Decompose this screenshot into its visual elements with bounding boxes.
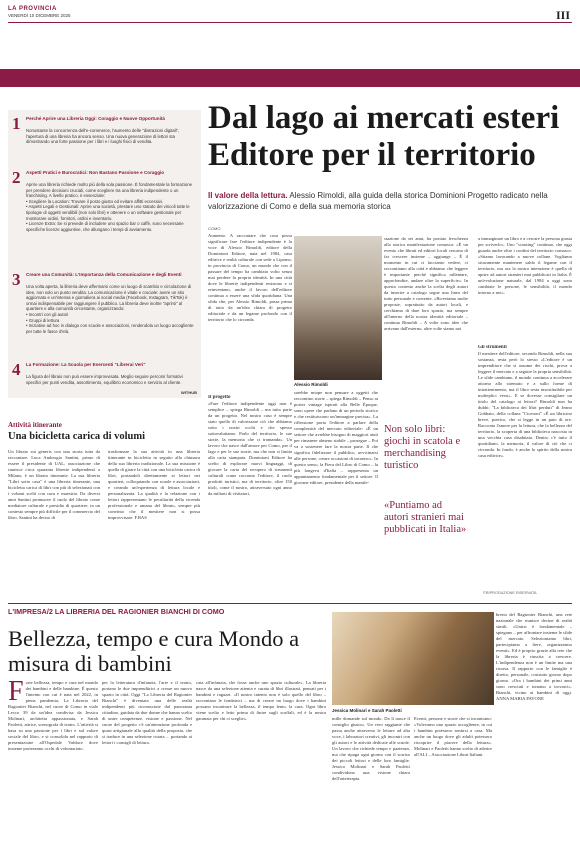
tip-item: [12, 168, 198, 268]
tip-heading: Creare una Comunità: L'Importanza della Comunicazione e degli Eventi: [26, 272, 182, 277]
article-column: cata all'infanzia, che fosse anche uno spazio culturale». La libreria nasce da una selezione attenta e curata di libri illustrati, pensati per i bambini e ragazzi. «Il nostro intento non è solo quello del libro – raccontano le fondatrici – ma di creare un luogo dove i bambini possano incontrare la bellezza, il tempo lento, la cura. Ogni libro viene scelto e letto prima di finire sugli scaffali, ed è la nostra garanzia per chi ci sceglie».: [196, 680, 326, 721]
tip-heading: Perché Aprire una Libreria Oggi: Coraggio e Nuove Opportunità: [26, 116, 165, 121]
tip-heading: La Formazione: La Scuola per Esercenti "Librerai Veri": [26, 362, 146, 367]
tip-number: 4: [12, 360, 21, 379]
article-column: Il progetto «Fare l'editore indipendente oggi non è semplice – spiega Rimoldi – ma tutto parte da un progetto. Nel nostro caso è sempre stato quello di valorizzare ciò che abbiamo sotto i nostri occhi e che spesso sottovalutiamo. Parlo del territorio, le sue storie, la memoria che ci tramanda». Un lavoro che nasce dall'amore per Como, per il lago e per le sue storie, ma che non si limita alla carta stampata. Dominioni Editore ha scelto di esplorare nuovi linguaggi, di giocare la carta del recupero di strumenti culturali come racconta l'editore, il ruolo prodotti turistici, ma di territorio, oltre 150 titoli, come il nostro, attraversato ogni anno da milioni di visitatori,: [208, 395, 292, 496]
tip-bullet: • Iniziative ad hoc in dialogo con scuole e associazioni, rendendola un luogo accogliente per tutte le fasce d'età.: [26, 323, 194, 334]
tip-bullet: • Gruppi di lettura: [26, 317, 60, 323]
tip-bullet: • Licenze Extra: Se si prevede di includere uno spazio bar o caffè, sono necessarie specifiche licenze aggiuntive, che allungano i tempi di avviamento.: [26, 221, 184, 232]
tip-heading: Aspetti Pratici e Burocratici: Non Bastano Passione e Coraggio: [26, 170, 165, 175]
paper-date: VENERDÌ 10 DICEMBRE 2025: [8, 13, 71, 18]
article-column: sarebbe miope non pensare a oggetti che raccontino storie – spiega Rimoldi – Penso ai poster vintage ispirati alla Belle Époque, sono opere che parlano di un periodo storico e che restituiscono un'immagine precisa». La riflessione porta l'editore a parlare della complessità del mercato editoriale: «È un settore che avrebbe bisogno di maggiori aiuti per rimanere almeno stabile – prosegue – Poi va a sostenere fare la nostra parte. Il che significa fidelizzare il pubblico, avvicinarsi alle persone, creare occasioni di incontro». In questo senso, la Fiera del Libro di Como – la più longeva d'Italia – rappresenta un appuntamento fondamentale per il settore. Il giovane editore, presidente della manife-: [294, 390, 378, 485]
subhead: Gli strumenti: [478, 345, 507, 350]
tip-item: [12, 270, 198, 356]
dateline: COMO: [208, 226, 221, 231]
section-headline: Bellezza, tempo e cura Mondo a misura di bambini: [8, 626, 300, 676]
article-column: Aumento. A raccontare che cosa possa significare fare l'editore indipendente è la voce di Alessio Rimoldi, editore della Dominioni Editore, nata nel 1984, casa editrice e realtà culturale con sede a Lipomo, in provincia di Como, un mondo che con il passare del tempo ha cambiato volto senza mai perdere la propria identità. In una città dove le librerie indipendenti resistono e si reinventano, anche il lavoro dell'editore continua a essere una sfida quotidiana. Una sfida che, per Alessio Rimoldi, passa prima di tutto da un'idea chiara di progetto editoriale e da un legame profondo con il territorio che lo circonda.: [208, 233, 292, 322]
founders-photo: [332, 612, 494, 705]
article-column: a immaginare un libro e a cercare la persona giusta per scriverlo». Uno "scouting" continuo, che oggi guarda anche oltre i confini del territorio comasco. «Stiamo lavorando a nuove collane. Vogliamo sicuramente mantenere saldo il legame con il territorio, ma ora la nostra intenzione è quella di aprire ad autori stranieri mai pubblicati in Italia. È un'evoluzione naturale, dal 1984 a oggi sono cambiate le persone, le sensibilità, il mondo intorno a noi».: [478, 236, 572, 295]
tip-bullet: • Scegliere la Location: Trovare il posto giusto ed evitare affitti eccessivi.: [26, 198, 164, 204]
tip-text: La figura del libraio non può essere improvvisata. Meglio seguire percorsi formativi specifici per punti vendita, assortimento, equilibrio economico e servizio al cliente.: [26, 374, 183, 385]
article-column: per la letteratura d'infanzia, l'arte e il teatro, portano le due imprenditrici a creare un nuovo spazio in città. Oggi "La Libreria del Ragionier Bianchi" è diventata una delle realtà indipendenti più riconosciute dal panorama cittadino, guidata da due donne che hanno scelto di unire competenze, visione e passione. Nel cuore del progetto c'è un'attenzione profonda e quasi artigianale alla qualità della proposta, che si traduce in una selezione curata ... portando ai lettori i consigli di lettura.: [102, 680, 192, 745]
tip-item: [12, 360, 198, 394]
article-column: Gli strumenti Il mestiere dell'editore, secondo Rimoldi, nella sua sostanza, resta però lo stesso «L'editore è un imprenditore che si assume dei rischi, prova a leggere il mercato e a seguire la propria sensibilità. Le sfide cambiano, il mondo continua a accelerare attorno allo stremato e a sullo forme di intrattenimento, ma il libro resta insostituibile per molteplici versi». E se dovesse consigliare un titolo del catalogo ai lettori? Rimoldi non ha dubbi: "La biblioteca dei libri perduti" di Jeano Gobbato, della collana "Ciceroni" «È un libricino breve, poetico, che si legge in un paio di ore. Racconta l'amore per la lettura, che la bellezza del territorio, la scoperta di una biblioteca nascosta in una vecchia casa disabitata. Dentro c'è tutto il quotidiano, la memoria, il valore di ciò che ci circonda. In fondo, è anche lo spirito della nostra casa editrice».: [478, 345, 572, 458]
masthead: [8, 4, 572, 70]
tip-number: 1: [12, 114, 21, 133]
copyright-note: ©RIPRODUZIONE RISERVATA: [483, 591, 537, 595]
pull-quote: Non solo libri: giochi in scatola e merchandising turistico: [384, 424, 461, 471]
side-column: trasformare la sua attività in una libreria itinerante in bicicletta in seguito alla chiusura della sua libreria tradizionale. La sua missione è quella di girare la città con una bicicletta carica di libri, portandoli direttamente ai lettori nei quartieri, colloquiando con scuole e associazioni, e creando un'esperienza di lettura locale e personalizzata. La qualità e la relazione con i lettori rappresentano le peculiarità della vicenda professionale e umana del libraio, sempre più convinto che il mestiere non si possa improvvisare. F.BAS: [108, 449, 200, 520]
tip-text: Aprire una libreria richiede molto più della sola passione. È fondamentale la formazione per prendere decisioni cruciali, come scegliere tra una libreria indipendente o un franchising. A livello pratico, è essenziale: • Scegliere la Location: Trovare il posto giusto ed evitare affitti eccessivi. • Aspetti Legali e Gestionali: Aprire una società, prestare uno statuto dei vincoli tutte le tipologie di oggetti vendibili (non solo libri) e ottenere o un software gestionale per monitorare ordini, fornitori, ordini e inventario. • Licenze Extra: Se si prevede di includere uno spazio bar o caffè, sono necessarie specifiche licenze aggiuntive, che allungano i tempi di avviamento.: [26, 182, 193, 232]
section-kicker: L'IMPRESA/2 LA LIBRERIA DEL RAGIONIER BIANCHI DI COMO: [8, 607, 225, 616]
top-rule: [8, 22, 572, 23]
side-title: Una bicicletta carica di volumi: [8, 431, 146, 442]
article-column: Eventi, persone e storie che si incontrano: «Volevamo uno spazio accogliente, in cui i bambini potessero sentirsi a casa. Ma anche un luogo dove gli adulti potessero riscoprire il piacere della lettura». Molinari e Paoletti hanno scelto di aderire all'ALI – Associazione Librai Italiani.: [414, 716, 492, 757]
photo-caption: Alessio Rimoldi: [294, 382, 328, 387]
tip-bullet: • Aspetti Legali e Gestionali: Aprire una società, prestare uno statuto dei vincoli tutte le tipologie di oggetti vendibili (non solo libri) e ottenere o un software gestionale per monitorare ordini, fornitori, ordini e inventario.: [26, 204, 190, 221]
tip-number: 3: [12, 270, 21, 289]
pull-quote: «Puntiamo ad autori stranieri mai pubblicati in Italia»: [384, 500, 467, 535]
tip-number: 2: [12, 168, 21, 187]
tip-text: Una volta aperta, la libreria deve affermarsi come un luogo di scambio e circolazione di idee, non solo un punto vendita. La comunicazione è vitale e cruciale: avere un sito aggiornato e un'intensa e giornaliera ai social media (Facebook, Instagram, TikTok) è ormai indispensabile per raggiungere il pubblico. La libreria deve inoltre "aprirsi" al quartiere e alla comunità circostante, organizzando: • Incontri con gli autori • Gruppi di lettura • Iniziative ad hoc in dialogo con scuole e associazioni, rendendola un luogo accogliente per tutte le fasce d'età.: [26, 284, 194, 334]
main-headline: Dal lago ai mercati esteri Editore per il territorio: [208, 100, 560, 173]
drop-cap: F: [8, 680, 24, 707]
section-band: [0, 69, 580, 87]
portrait-photo: [294, 236, 382, 380]
photo-caption: Jessica Molinari e Sarah Paoletti: [332, 708, 402, 713]
side-column: Un libraio sui generis con una storia tutta da raccontare. Luca Ambrogio Santini, primo di essere il presidente di UAL, associazione che riunisce circa quaranta librerie indipendenti a Milano, è un libraio itinerante. La sua libreria "Libri sotto casa" è una libreria itinerante, una bicicletta carica di libri con più di selezionati con i volumi scelti con cura e maestria. Da diversi anni Santini promuove il ruolo del libraio come mediatore culturale e presidio di quartiere, in un contesto sempre più difficile per il commercio del libro. Santini ha deciso di: [8, 449, 100, 520]
tip-bullet: • Incontri con gli autori: [26, 311, 69, 317]
page-number: III: [555, 8, 570, 22]
tips-box: [8, 110, 201, 398]
paper-name: LA PROVINCIA: [8, 6, 57, 12]
tip-item: [12, 114, 198, 164]
article-column: Forte bellezza, tempo e cura nel mondo dei bambini e delle bambine. È questo l'intento con cui è nata nel 2022, in piena pandemia, La Libreria del Ragionier Bianchi, nel cuore di Como in viale Lecco 39 da un'idea condivisa da Jessica Molinari, architetta appassionata, e Sarah Paoletti, attrice, scenografa di teatro. L'attività si basa su una passione per i libri e sul valore sociale del libro, e si consolida nel rapporto di presentazione all'Ospedale Valduce dove insieme porteranno occhi di volontariato.: [8, 680, 98, 751]
article-column: mille domande sul mondo. Da lì nasce il consiglio giusto». Un vero raggiante che passa anche attraverso le letture ad alta voce, i laboratori creativi, gli incontri con gli autori e le attività dedicate alle scuole. Un lavoro che richiede tempo e pazienza, ma che ripaga ogni giorno con il sorriso dei piccoli lettori e delle loro famiglie. Jessica Molinari e Sarah Paoletti condividono una visione chiara dell'arteterapia.: [332, 716, 410, 781]
article-column: breria del Ragionier Bianchi, una rete nazionale che riunisce decine di realtà simili. «Unirsi è fondamentale – spiegano – per affrontare insieme le sfide del mercato. Selezioniamo libri, partecipiamo a fiere, organizziamo eventi». Ed è proprio grazie alla rete che la libreria è riuscita a crescere. L'indipendenza non è un limite ma una risorsa. Il rapporto con le famiglie è diretto, personale, costruito giorno dopo giorno. «Ora i bambini dei primi anni sono cresciuti e tornano a trovarci». Bianchi, vicino ai bambini di oggi. ANNA MARIA PAVONE: [496, 612, 572, 701]
section-rule: [8, 603, 572, 604]
side-kicker: Attività itinerante: [8, 421, 62, 429]
main-subheadline: Il valore della lettura. Alessio Rimoldi, alla guida della storica Dominioni Progetto radicato nella valorizzazione di Como e della sua memoria storica: [208, 191, 548, 211]
box-source: WITHUB: [181, 390, 197, 395]
tip-text: Nonostante la concorrenza dell'e-commerce, l'aumento delle "distrazioni digitali", l'apertura di una libreria ha ancora senso. Una nuova generazione di lettori sta dimostrando una forte passione per i libri e i luoghi fisici di vendita.: [26, 128, 180, 145]
subhead: Il progetto: [208, 395, 231, 400]
article-column: stazione da sei anni, ha portato freschezza alla storica manifestazione comasca: «È un evento che libraii ed editori locali cercano di far crescere insieme – aggiunge – È il momento in cui ci facciamo vedere, ci raccontiamo alla città e abbiamo che leggere è importante perché significa rallentare, approfondire, andare oltre la superficie». In questo contesto anche la scelta degli autori da inserire a catalogo segue una linea del tutto personale e coerente. «Riceviamo molte proposte, soprattutto da autori locali, e cerchiamo di dare loro spazio, ma sempre all'interno della nostra identità editoriale – continua Rimoldi – A volte sono idee che arrivano dall'esterno, altre volte siamo noi: [384, 236, 468, 331]
